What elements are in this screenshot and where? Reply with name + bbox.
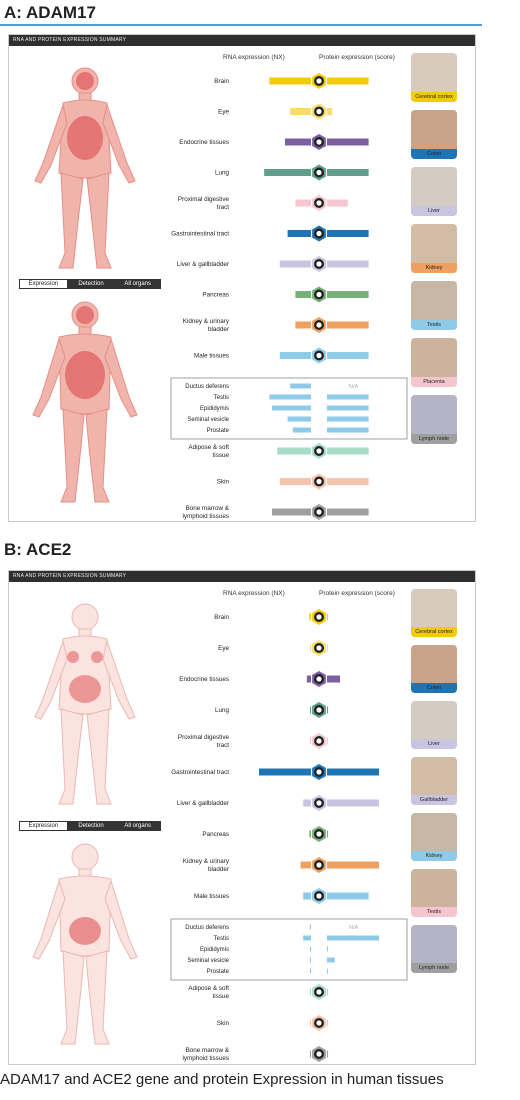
organ-icon[interactable]: [312, 73, 326, 89]
tissue-thumbnail-label: Lymph node: [411, 963, 457, 973]
tissue-label: Seminal vesicle: [187, 417, 229, 423]
organ-icon[interactable]: [312, 504, 326, 520]
protein-bar: [327, 428, 369, 433]
rna-bar: [277, 448, 311, 455]
tissue-label: Adipose & soft: [188, 985, 229, 992]
rna-bar: [288, 417, 311, 422]
protein-bar: [327, 862, 379, 869]
rna-bar: [310, 645, 311, 652]
protein-bar: [327, 169, 369, 176]
organ-icon[interactable]: [312, 984, 326, 1000]
tissue-label: tissue: [212, 452, 229, 459]
tissue-label: Epididymis: [199, 947, 229, 953]
organ-icon[interactable]: [312, 826, 326, 842]
protein-bar: [327, 707, 328, 714]
protein-bar: [327, 989, 328, 996]
organ-icon[interactable]: [312, 1015, 326, 1031]
tissue-thumbnail[interactable]: [411, 869, 457, 917]
tissue-thumbnail[interactable]: [411, 338, 457, 387]
organ-icon[interactable]: [312, 888, 326, 904]
tissue-label: Pancreas: [202, 291, 229, 299]
rna-bar: [280, 478, 311, 485]
tissue-thumbnail-label: Gallbladder: [411, 795, 457, 805]
protein-bar: [327, 969, 328, 974]
expression-chart-adam17: [159, 61, 409, 521]
tissue-thumbnail[interactable]: [411, 281, 457, 330]
organ-icon[interactable]: [312, 317, 326, 333]
tissue-label: Liver & gallbladder: [176, 261, 229, 268]
protein-bar: [327, 406, 369, 411]
tissue-label: Male tissues: [194, 352, 229, 360]
protein-bar: [327, 200, 348, 207]
organ-icon[interactable]: [312, 702, 326, 718]
protein-bar: [327, 395, 369, 400]
rna-bar: [310, 947, 311, 952]
organ-icon[interactable]: [312, 165, 326, 181]
rna-bar: [259, 769, 311, 776]
protein-bar: [327, 614, 328, 621]
tissue-thumbnail[interactable]: [411, 925, 457, 973]
male-body-figure: [29, 297, 141, 507]
organ-icon[interactable]: [312, 256, 326, 272]
tissue-thumbnail[interactable]: [411, 53, 457, 102]
tissue-label: Testis: [213, 395, 229, 401]
tissue-thumbnail-label: Colon: [411, 149, 457, 159]
section-title-b: B: ACE2: [4, 540, 72, 559]
protein-bar: [327, 230, 369, 237]
tissue-label: Proximal digestive: [177, 196, 229, 203]
tissue-thumbnail-label: Kidney: [411, 263, 457, 273]
rna-bar: [280, 261, 311, 268]
tissue-label: bladder: [207, 866, 229, 873]
tissue-label: Skin: [216, 478, 229, 486]
protein-bar: [327, 291, 369, 298]
protein-bar: [327, 509, 369, 516]
protein-bar: [327, 352, 369, 359]
section-divider: [0, 24, 482, 26]
tissue-label: lymphoid tissues: [182, 1055, 229, 1062]
protein-bar: [327, 1020, 328, 1027]
organ-icon[interactable]: [312, 226, 326, 242]
tissue-label: Eye: [218, 108, 229, 116]
protein-bar: [327, 478, 369, 485]
tissue-thumbnail-label: Testis: [411, 320, 457, 330]
rna-bar: [309, 614, 311, 621]
rna-bar: [310, 989, 311, 996]
protein-bar: [327, 936, 379, 941]
tissue-label: Male tissues: [194, 893, 229, 900]
panel-adam17: [8, 34, 476, 522]
protein-bar: [327, 417, 369, 422]
na-label: N/A: [349, 384, 359, 390]
rna-bar: [288, 230, 311, 237]
na-label: N/A: [349, 925, 359, 931]
rna-bar: [295, 200, 311, 207]
organ-icon[interactable]: [312, 474, 326, 490]
tissue-label: Lung: [214, 169, 229, 177]
tissue-label: Prostate: [206, 969, 229, 975]
male-body-figure: [29, 839, 141, 1049]
organ-icon[interactable]: [312, 348, 326, 364]
tissue-thumbnail-label: Liver: [411, 739, 457, 749]
protein-bar: [327, 108, 332, 115]
rna-bar: [303, 800, 311, 807]
organ-icon[interactable]: [312, 287, 326, 303]
organ-icon[interactable]: [312, 733, 326, 749]
rna-bar: [301, 862, 311, 869]
organ-icon[interactable]: [312, 640, 326, 656]
tissue-thumbnail-label: Cerebral cortex: [411, 92, 457, 102]
rna-column-label: RNA expression (NX): [223, 590, 285, 597]
tissue-thumbnail[interactable]: [411, 167, 457, 216]
rna-bar: [272, 406, 311, 411]
tissue-label: Kidney & urinary: [182, 858, 229, 865]
rna-bar: [310, 738, 311, 745]
protein-bar: [327, 676, 340, 683]
tissue-thumbnail-label: Colon: [411, 683, 457, 693]
protein-bar: [327, 322, 369, 329]
organ-icon[interactable]: [312, 1046, 326, 1062]
panel-header: RNA AND PROTEIN EXPRESSION SUMMARY: [9, 35, 475, 46]
section-title-a: A: ADAM17: [4, 3, 96, 22]
tissue-label: bladder: [207, 326, 229, 333]
tissue-label: Bone marrow &: [185, 1047, 229, 1054]
rna-bar: [310, 969, 311, 974]
organ-icon[interactable]: [312, 671, 326, 687]
tissue-thumbnail[interactable]: [411, 589, 457, 637]
rna-bar: [264, 169, 311, 176]
tissue-thumbnail[interactable]: [411, 110, 457, 159]
tab-expression[interactable]: Expression: [19, 279, 68, 289]
protein-bar: [327, 958, 335, 963]
tissue-label: Gastrointestinal tract: [171, 230, 229, 238]
tissue-thumbnail-label: Kidney: [411, 851, 457, 861]
view-tabs: [19, 279, 161, 289]
tissue-label: Pancreas: [202, 831, 229, 838]
organ-icon[interactable]: [312, 443, 326, 459]
rna-bar: [285, 139, 311, 146]
protein-bar: [327, 261, 369, 268]
rna-bar: [303, 893, 311, 900]
protein-bar: [327, 800, 379, 807]
rna-bar: [310, 925, 311, 930]
tissue-label: tissue: [212, 993, 229, 1000]
protein-bar: [327, 139, 369, 146]
protein-column-label: Protein expression (score): [319, 54, 395, 61]
tissue-thumbnail-label: Testis: [411, 907, 457, 917]
tissue-label: Seminal vesicle: [187, 958, 229, 964]
organ-icon[interactable]: [312, 857, 326, 873]
tissue-label: Prostate: [206, 428, 229, 434]
protein-bar: [327, 1051, 328, 1058]
tissue-label: Bone marrow &: [185, 505, 229, 512]
figure-caption: ADAM17 and ACE2 gene and protein Expression in human tissues: [0, 1071, 444, 1088]
tissue-thumbnail[interactable]: [411, 757, 457, 805]
tissue-label: Brain: [214, 614, 229, 621]
protein-bar: [327, 831, 328, 838]
tissue-label: Kidney & urinary: [182, 318, 229, 325]
tissue-label: Skin: [216, 1020, 229, 1027]
rna-bar: [295, 291, 311, 298]
female-body-figure: [29, 599, 141, 809]
rna-bar: [309, 831, 311, 838]
protein-column-label: Protein expression (score): [319, 590, 395, 597]
protein-bar: [327, 448, 369, 455]
tissue-thumbnail[interactable]: [411, 701, 457, 749]
tab-all-organs[interactable]: All organs: [124, 281, 152, 287]
rna-bar: [280, 352, 311, 359]
protein-bar: [327, 738, 328, 745]
rna-bar: [290, 384, 311, 389]
tissue-thumbnail-label: Liver: [411, 206, 457, 216]
tissue-label: Adipose & soft: [188, 444, 229, 451]
rna-bar: [269, 78, 311, 85]
tissue-thumbnail[interactable]: [411, 224, 457, 273]
tab-expression[interactable]: Expression: [19, 821, 68, 831]
organ-icon[interactable]: [312, 104, 326, 120]
organ-icon[interactable]: [312, 134, 326, 150]
view-tabs: [19, 821, 161, 831]
tissue-label: Testis: [213, 936, 229, 942]
tissue-label: Epididymis: [199, 406, 229, 412]
panel-ace2: [8, 570, 476, 1065]
tissue-label: Brain: [214, 78, 229, 85]
tissue-thumbnail[interactable]: [411, 395, 457, 444]
tissue-thumbnail-label: Placenta: [411, 377, 457, 387]
rna-bar: [290, 108, 311, 115]
tissue-label: tract: [216, 742, 229, 749]
tissue-label: Ductus deferens: [185, 925, 229, 931]
protein-bar: [327, 947, 328, 952]
rna-bar: [269, 395, 311, 400]
tissue-label: Gastrointestinal tract: [171, 769, 229, 776]
tissue-label: Liver & gallbladder: [176, 800, 229, 807]
tissue-thumbnail[interactable]: [411, 645, 457, 693]
rna-column-label: RNA expression (NX): [223, 54, 285, 61]
rna-bar: [310, 958, 311, 963]
tab-detection[interactable]: Detection: [78, 823, 104, 829]
tissue-label: Ductus deferens: [185, 384, 229, 390]
tab-all-organs[interactable]: All organs: [124, 823, 152, 829]
tissue-label: tract: [216, 204, 229, 211]
expression-chart-ace2: [159, 597, 409, 1062]
tissue-label: Eye: [218, 645, 229, 652]
protein-bar: [327, 769, 379, 776]
rna-bar: [307, 676, 311, 683]
tissue-label: Endocrine tissues: [179, 676, 229, 683]
organ-icon[interactable]: [312, 609, 326, 625]
protein-bar: [327, 645, 328, 652]
protein-bar: [327, 893, 369, 900]
tissue-label: Proximal digestive: [177, 734, 229, 741]
organ-icon[interactable]: [312, 195, 326, 211]
rna-bar: [310, 1051, 311, 1058]
tissue-label: Endocrine tissues: [179, 139, 229, 146]
tissue-thumbnail[interactable]: [411, 813, 457, 861]
rna-bar: [272, 509, 311, 516]
tissue-thumbnail-label: Cerebral cortex: [411, 627, 457, 637]
rna-bar: [293, 428, 311, 433]
rna-bar: [310, 707, 311, 714]
rna-bar: [295, 322, 311, 329]
panel-header: RNA AND PROTEIN EXPRESSION SUMMARY: [9, 571, 475, 582]
tissue-thumbnail-label: Lymph node: [411, 434, 457, 444]
organ-icon[interactable]: [312, 795, 326, 811]
female-body-figure: [29, 63, 141, 273]
rna-bar: [303, 936, 311, 941]
tissue-label: Lung: [214, 707, 229, 714]
protein-bar: [327, 78, 369, 85]
rna-bar: [310, 1020, 311, 1027]
tissue-label: lymphoid tissues: [182, 513, 229, 520]
organ-icon[interactable]: [312, 764, 326, 780]
tab-detection[interactable]: Detection: [78, 281, 104, 287]
